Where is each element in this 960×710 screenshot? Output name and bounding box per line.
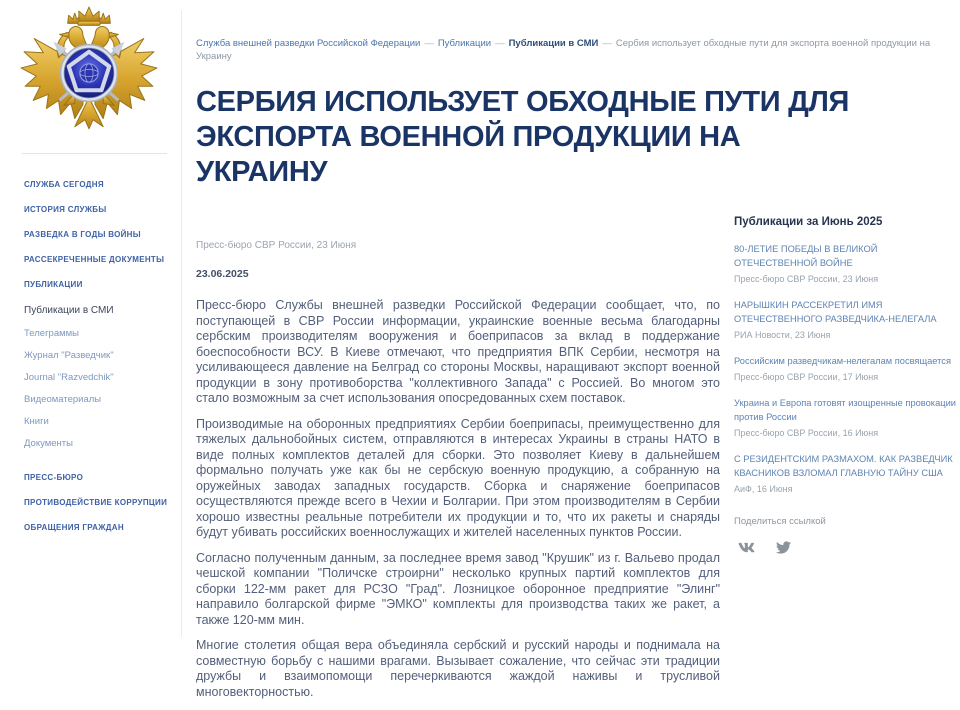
breadcrumb [196, 0, 941, 63]
sidebar-item-knigi[interactable]: Книги [24, 416, 49, 427]
breadcrumb-home-link[interactable]: Служба внешней разведки Российской Федерации [196, 38, 421, 49]
article-paragraph: Согласно полученным данным, за последнее время завод "Крушик" из г. Вальево продал чешской компании "Поличске строирни" несколько крупных партий комплектов для сборки 122-мм ракет для РСЗО "Град". Лозницкое оборонное предприятие "Элинг" направило болгарской фирме "ЭМКО" комплекты для производства таких же ракет, а также 120-мм мин. [196, 550, 720, 627]
breadcrumb-publications-link[interactable]: Публикации [437, 38, 492, 49]
sidebar-item-obrashcheniya-grazhdan[interactable]: ОБРАЩЕНИЯ ГРАЖДАН [24, 523, 124, 532]
twitter-icon[interactable] [775, 540, 792, 555]
publication-list-item[interactable] [734, 298, 959, 340]
publication-list-item[interactable] [734, 242, 959, 284]
sidebar [0, 0, 181, 637]
sidebar-divider [22, 153, 167, 154]
publication-source: Пресс-бюро СВР России, 23 Июня [734, 274, 879, 284]
publication-title-link[interactable]: НАРЫШКИН РАССЕКРЕТИЛ ИМЯ ОТЕЧЕСТВЕННОГО РАЗВЕДЧИКА-НЕЛЕГАЛА [734, 300, 937, 324]
breadcrumb-current-page: Сербия использует обходные пути для экспорта военной продукции на Украину [196, 38, 931, 62]
publications-panel-header: Публикации за Июнь 2025 [734, 216, 883, 228]
sidebar-item-zhurnal-razvedchik[interactable]: Журнал "Разведчик" [24, 350, 114, 361]
article-paragraph: Пресс-бюро Службы внешней разведки Российской Федерации сообщает, что, по поступающей в СВР России информации, украинские военные весьма благодарны сербским производителям вооружения и боеприпасов за вклад в поддержание боеспособности ВСУ. В Киеве отмечают, что предприятия ВПК Сербии, несмотря на усиливающееся давление на Белград со стороны Москвы, наращивают экспорт военной продукции в зону противоборства "коллективного Запада" с Россией. Во многом это стало возможным за счет использования опосредованных схем поставок. [196, 298, 720, 405]
sidebar-item-telegrammy[interactable]: Телеграммы [24, 328, 79, 339]
sidebar-item-razvedka-v-gody-voyny[interactable]: РАЗВЕДКА В ГОДЫ ВОЙНЫ [24, 230, 141, 239]
sidebar-item-sluzhba-segodnya[interactable]: СЛУЖБА СЕГОДНЯ [24, 180, 104, 189]
publication-source: РИА Новости, 23 Июня [734, 330, 831, 340]
breadcrumb-separator: — [424, 38, 434, 49]
share-label: Поделиться ссылкой [734, 516, 826, 527]
publication-source: Пресс-бюро СВР России, 17 Июня [734, 372, 879, 382]
sidebar-menu [24, 180, 174, 532]
article-byline: Пресс-бюро СВР России, 23 Июня [196, 240, 357, 251]
sidebar-item-journal-razvedchik[interactable]: Journal "Razvedchik" [24, 372, 114, 383]
publications-panel [734, 216, 959, 555]
publication-source: Пресс-бюро СВР России, 16 Июня [734, 428, 879, 438]
publication-title-link[interactable]: С РЕЗИДЕНТСКИМ РАЗМАХОМ. КАК РАЗВЕДЧИК КВАСНИКОВ ВЗЛОМАЛ ГЛАВНУЮ ТАЙНУ США [734, 454, 953, 478]
sidebar-item-press-byuro[interactable]: ПРЕСС-БЮРО [24, 473, 84, 482]
article-body [196, 298, 720, 700]
publication-list-item[interactable] [734, 354, 959, 382]
publication-title-link[interactable]: Российским разведчикам-нелегалам посвящается [734, 356, 951, 366]
sidebar-item-publikatsii-v-smi-active[interactable]: Публикации в СМИ [24, 305, 114, 316]
vk-icon[interactable] [734, 540, 759, 555]
svr-emblem-icon [18, 6, 160, 138]
publication-title-link[interactable]: Украина и Европа готовят изощренные провокации против России [734, 398, 956, 422]
breadcrumb-separator: — [602, 38, 612, 49]
sidebar-content-divider [181, 10, 182, 637]
sidebar-item-dokumenty[interactable]: Документы [24, 438, 73, 449]
breadcrumb-separator: — [495, 38, 505, 49]
share-icons [734, 540, 959, 555]
publication-title-link[interactable]: 80-ЛЕТИЕ ПОБЕДЫ В ВЕЛИКОЙ ОТЕЧЕСТВЕННОЙ ВОЙНЕ [734, 244, 878, 268]
breadcrumb-publications-smi-link[interactable]: Публикации в СМИ [508, 38, 599, 49]
svr-emblem-logo[interactable] [18, 6, 160, 143]
article-paragraph: Многие столетия общая вера объединяла сербский и русский народы и поднимала на совместную борьбу с нашими врагами. Вызывает сожаление, что сейчас эти традиции дружбы и взаимопомощи перечеркиваются жаждой наживы и трусливой многовекторностью. [196, 638, 720, 699]
sidebar-item-protivodeystvie-korruptsii[interactable]: ПРОТИВОДЕЙСТВИЕ КОРРУПЦИИ [24, 498, 168, 507]
sidebar-item-rassekrechennye-dokumenty[interactable]: РАССЕКРЕЧЕННЫЕ ДОКУМЕНТЫ [24, 255, 165, 264]
article-date: 23.06.2025 [196, 268, 249, 280]
publication-source: АиФ, 16 Июня [734, 484, 793, 494]
publication-list-item[interactable] [734, 452, 959, 494]
publication-list-item[interactable] [734, 396, 959, 438]
sidebar-item-publikatsii[interactable]: ПУБЛИКАЦИИ [24, 280, 83, 289]
article-paragraph: Производимые на оборонных предприятиях Сербии боеприпасы, преимущественно для тяжелых дальнобойных систем, отправляются в интересах Украины в страны НАТО в виде полных комплектов деталей для сборки. Это позволяет Киеву в дальнейшем формально получать уже как бы не сербскую военную продукцию, а собранную на оружейных заводах западных государств. Сборка и снаряжение боеприпасов осуществляются прежде всего в Чехии и Болгарии. При этом производителям в Сербии хорошо известны реальные потребители их продукции и то, что их ракеты и снаряды будут убивать российских военнослужащих и жителей населенных пунктов России. [196, 416, 720, 539]
sidebar-item-istoriya-sluzhby[interactable]: ИСТОРИЯ СЛУЖБЫ [24, 205, 107, 214]
page-title: СЕРБИЯ ИСПОЛЬЗУЕТ ОБХОДНЫЕ ПУТИ ДЛЯ ЭКСПОРТА ВОЕННОЙ ПРОДУКЦИИ НА УКРАИНУ [196, 86, 850, 188]
sidebar-item-videomaterialy[interactable]: Видеоматериалы [24, 394, 102, 405]
